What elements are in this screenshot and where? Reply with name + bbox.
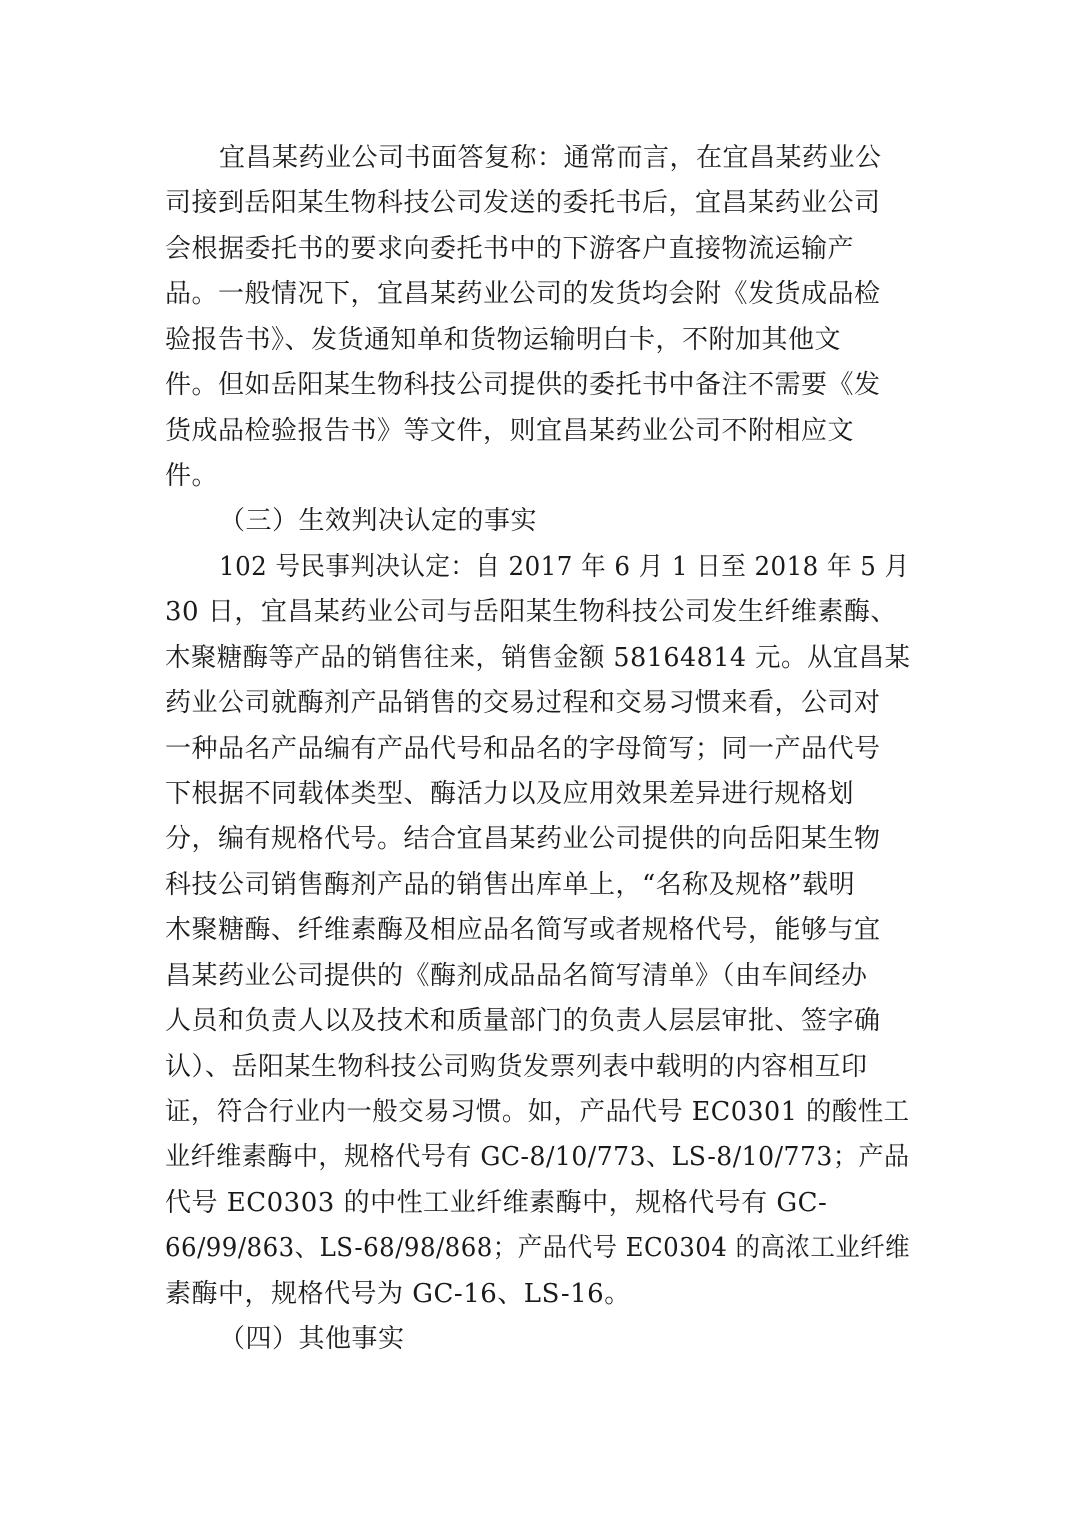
paragraph-line: 件。但如岳阳某生物科技公司提供的委托书中备注不需要《发 — [165, 370, 881, 400]
paragraph-line: 人员和负责人以及技术和质量部门的负责人层层审批、签字确 — [165, 1006, 881, 1036]
paragraph-line: 件。 — [165, 461, 219, 491]
paragraph-line: 认）、岳阳某生物科技公司购货发票列表中载明的内容相互印 — [165, 1052, 868, 1082]
paragraph-line: 分，编有规格代号。结合宜昌某药业公司提供的向岳阳某生物 — [165, 824, 881, 854]
section-heading: （三）生效判决认定的事实 — [219, 506, 538, 536]
paragraph-line: 30 日，宜昌某药业公司与岳阳某生物科技公司发生纤维素酶、 — [165, 597, 897, 627]
paragraph-line: 一种品名产品编有产品代号和品名的字母简写；同一产品代号 — [165, 734, 881, 764]
paragraph-line: 证，符合行业内一般交易习惯。如，产品代号 EC0301 的酸性工 — [165, 1097, 910, 1127]
paragraph-line: 药业公司就酶剂产品销售的交易过程和交易习惯来看，公司对 — [165, 688, 881, 718]
paragraph-line: 货成品检验报告书》等文件，则宜昌某药业公司不附相应文 — [165, 416, 855, 446]
paragraph-line: 102 号民事判决认定：自 2017 年 6 月 1 日至 2018 年 5 月 — [219, 552, 910, 582]
section-heading: （四）其他事实 — [219, 1324, 405, 1354]
paragraph-line: 代号 EC0303 的中性工业纤维素酶中，规格代号有 GC- — [165, 1188, 828, 1218]
paragraph-line: 木聚糖酶等产品的销售往来，销售金额 58164814 元。从宜昌某 — [165, 643, 911, 673]
paragraph-line: 宜昌某药业公司书面答复称：通常而言，在宜昌某药业公 — [219, 143, 882, 173]
paragraph-line: 下根据不同载体类型、酶活力以及应用效果差异进行规格划 — [165, 779, 855, 809]
paragraph-line: 会根据委托书的要求向委托书中的下游客户直接物流运输产 — [165, 234, 855, 264]
paragraph-line: 司接到岳阳某生物科技公司发送的委托书后，宜昌某药业公司 — [165, 188, 881, 218]
paragraph-line: 木聚糖酶、纤维素酶及相应品名简写或者规格代号，能够与宜 — [165, 915, 881, 945]
paragraph-line: 品。一般情况下，宜昌某药业公司的发货均会附《发货成品检 — [165, 279, 881, 309]
paragraph-line: 昌某药业公司提供的《酶剂成品品名简写清单》（由车间经办 — [165, 961, 868, 991]
paragraph-line: 66/99/863、LS-68/98/868；产品代号 EC0304 的高浓工业纤维 — [165, 1233, 911, 1263]
paragraph-line: 素酶中，规格代号为 GC-16、LS-16。 — [165, 1279, 631, 1309]
paragraph-line: 验报告书》、发货通知单和货物运输明白卡，不附加其他文 — [165, 325, 842, 355]
paragraph-line: 科技公司销售酶剂产品的销售出库单上，“名称及规格”载明 — [165, 870, 856, 900]
paragraph-line: 业纤维素酶中，规格代号有 GC-8/10/773、LS-8/10/773；产品 — [165, 1142, 910, 1172]
